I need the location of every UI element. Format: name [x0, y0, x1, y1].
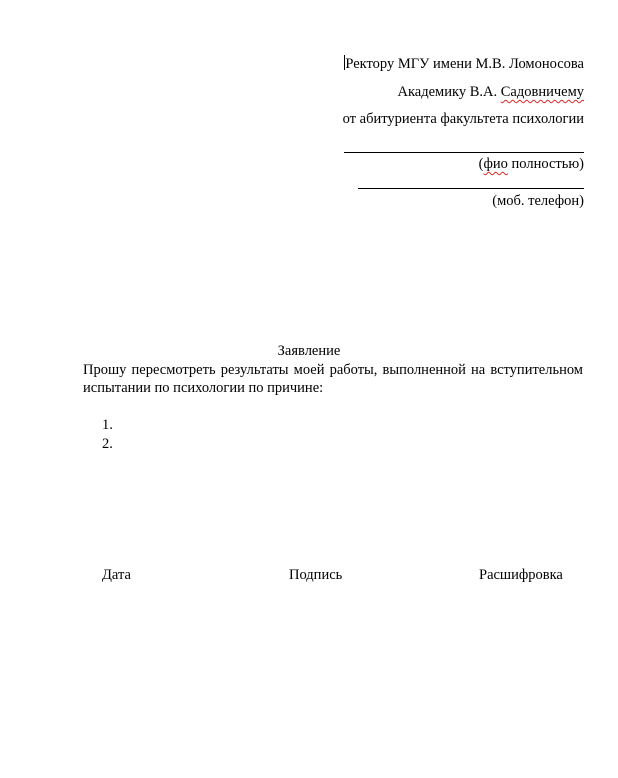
- phone-caption: [492, 192, 584, 210]
- applicant-text: от абитуриента факультета психологии: [342, 111, 584, 127]
- decode-label: Расшифровка: [479, 567, 563, 583]
- signature-label: Подпись: [289, 567, 343, 583]
- fio-word: фио: [483, 156, 508, 172]
- reasons-list: [102, 416, 113, 454]
- spellcheck-flagged-name: Садовничему: [500, 84, 584, 100]
- list-item[interactable]: 2.: [102, 436, 113, 452]
- statement-title: Заявление: [277, 343, 341, 359]
- academic-prefix: Академику В.А.: [397, 84, 501, 100]
- phone-blank-line[interactable]: [358, 188, 584, 189]
- fio-blank-line[interactable]: [344, 152, 584, 153]
- fio-caption: [479, 155, 584, 173]
- rector-text: Ректору МГУ имени М.В. Ломоносова: [345, 56, 584, 72]
- applicant-line: [343, 110, 584, 128]
- statement-body: Прошу пересмотреть результаты моей работы, выполненной на вступительном испытании по психологии по причине:: [83, 362, 583, 396]
- fio-open-paren: (: [478, 156, 484, 172]
- addressee-line-rector: [344, 55, 584, 73]
- list-item[interactable]: 1.: [102, 417, 113, 433]
- fio-rest: полностью): [507, 156, 584, 172]
- date-label: Дата: [102, 567, 131, 583]
- phone-caption-text: (моб. телефон): [492, 193, 584, 209]
- addressee-line-academic: [398, 83, 584, 101]
